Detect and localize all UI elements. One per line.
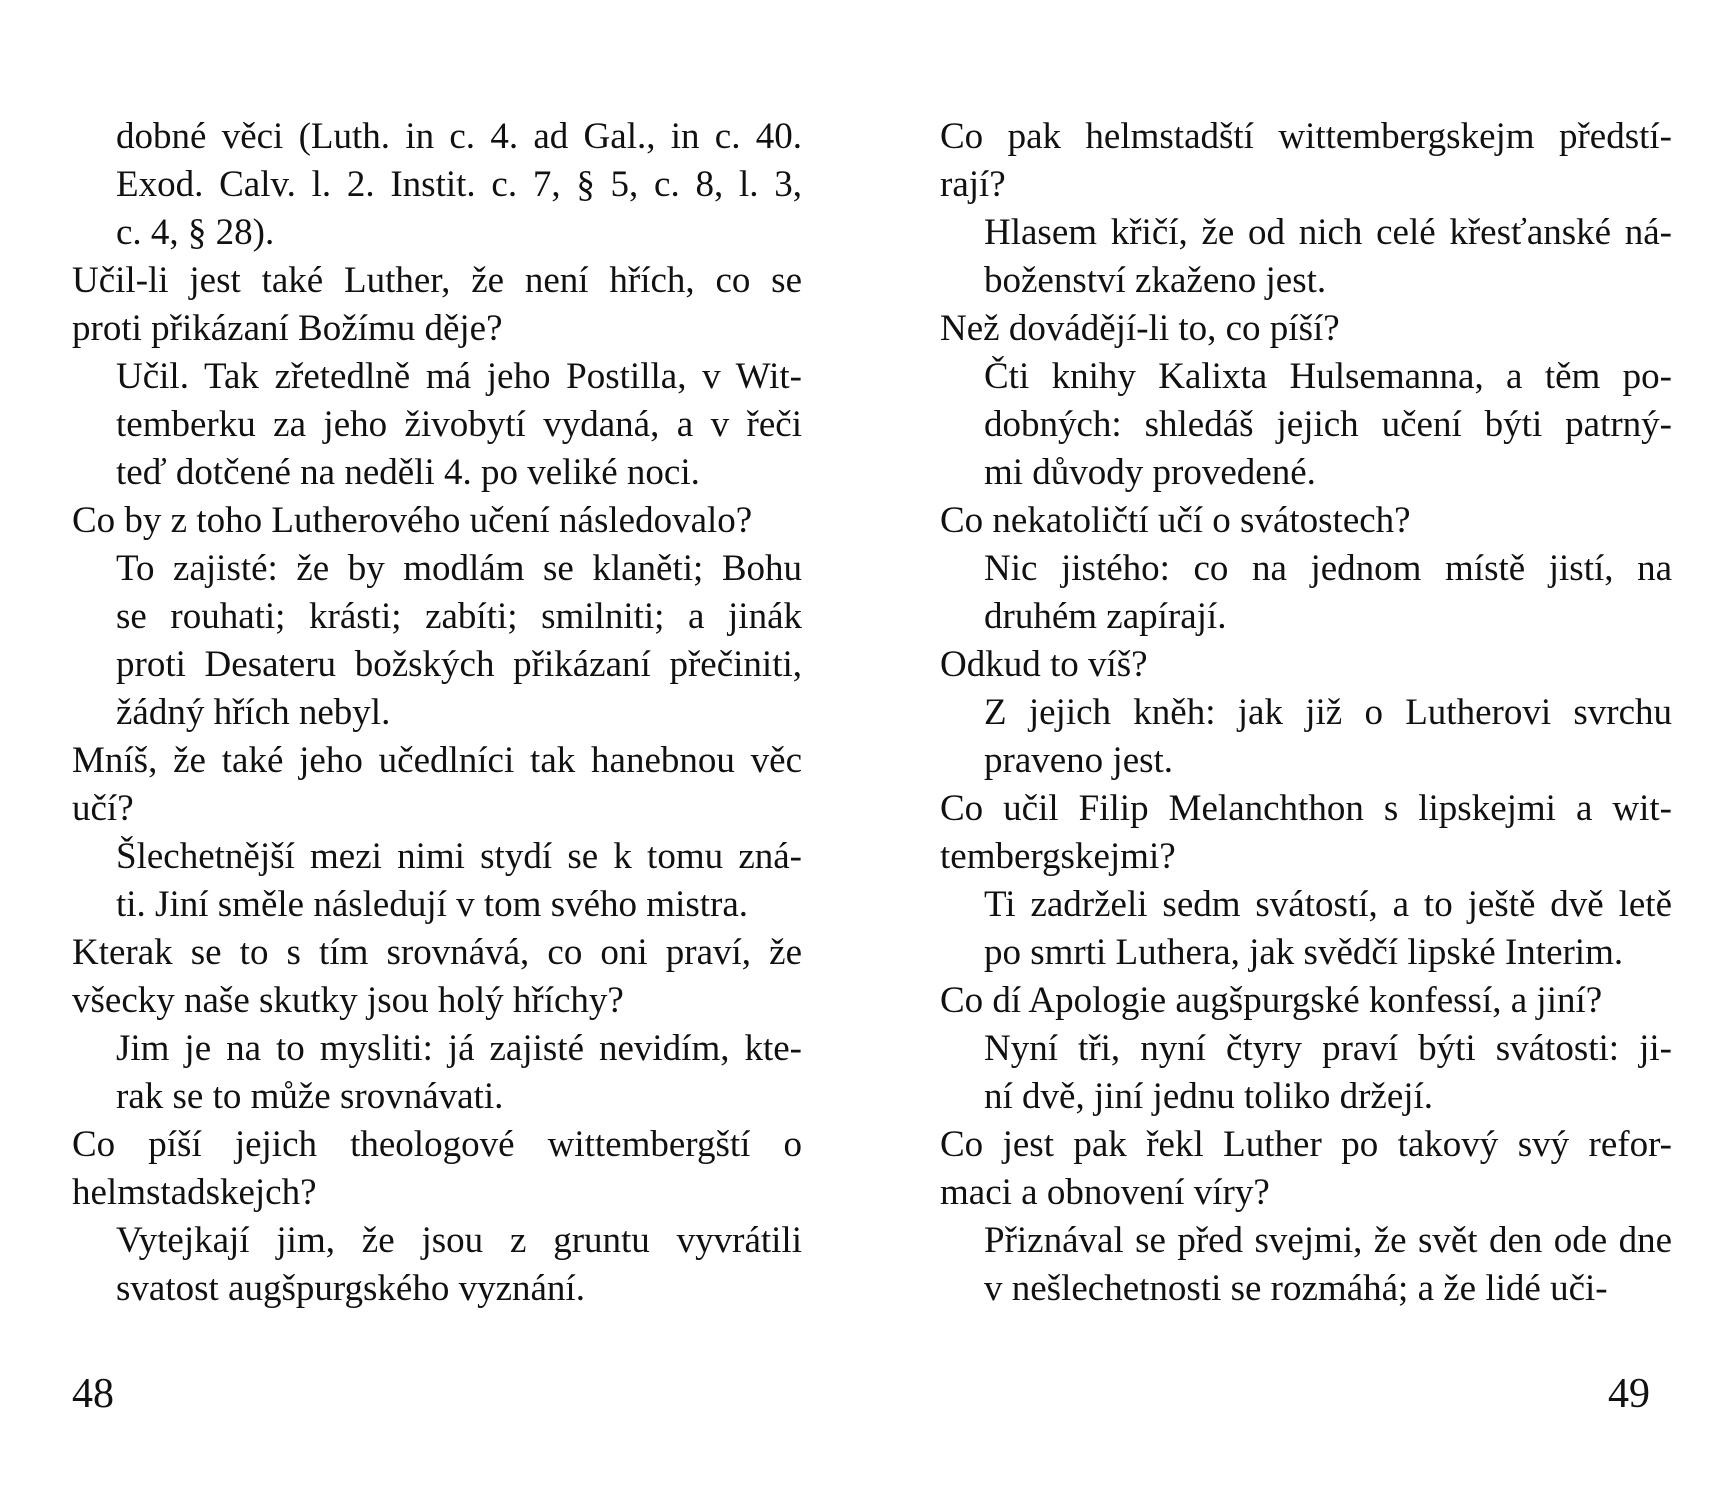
text-line: To zajisté: že by modlám se klaněti; Bohu (116, 548, 802, 589)
answer-paragraph (72, 545, 802, 737)
text-line: Než dovádějí-li to, co píší? (940, 308, 1340, 349)
text-line: ní dvě, jiní jednu toliko držejí. (984, 1076, 1434, 1117)
answer-paragraph (72, 113, 802, 257)
page-number-right: 49 (1608, 1371, 1650, 1417)
text-line: Jim je na to mysliti: já zajisté nevidím, kte- (116, 1028, 802, 1069)
page-number-left: 48 (72, 1371, 114, 1417)
text-line: rak se to může srovnávati. (116, 1076, 504, 1117)
text-line: proti Desateru božských přikázaní přečiniti, (116, 644, 802, 685)
text-line: Co by z toho Lutherového učení následovalo? (72, 500, 753, 541)
text-line: proti přikázaní Božímu děje? (72, 308, 503, 349)
question-paragraph (940, 305, 1672, 353)
right-page-text (940, 113, 1672, 1313)
answer-paragraph (940, 1025, 1672, 1121)
text-line: Přiznával se před svejmi, že svět den ode dne (984, 1220, 1672, 1261)
answer-paragraph (72, 1217, 802, 1313)
text-line: Ti zadrželi sedm svátostí, a to ještě dvě letě (984, 884, 1672, 925)
text-line: všecky naše skutky jsou holý hříchy? (72, 980, 624, 1021)
question-paragraph (940, 977, 1672, 1025)
text-line: Odkud to víš? (940, 644, 1148, 685)
text-line: Co jest pak řekl Luther po takový svý refor- (940, 1124, 1672, 1165)
answer-paragraph (940, 1217, 1672, 1313)
text-line: druhém zapírají. (984, 596, 1227, 637)
answer-paragraph (72, 353, 802, 497)
text-line: Kterak se to s tím srovnává, co oni praví, že (72, 932, 802, 973)
text-line: Co nekatoličtí učí o svátostech? (940, 500, 1411, 541)
text-line: Učil. Tak zřetedlně má jeho Postilla, v Wit- (116, 356, 802, 397)
text-line: teď dotčené na neděli 4. po veliké noci. (116, 452, 700, 493)
question-paragraph (72, 1121, 802, 1217)
question-paragraph (72, 257, 802, 353)
text-line: helmstadskejch? (72, 1172, 317, 1213)
text-line: ti. Jiní směle následují v tom svého mistra. (116, 884, 749, 925)
text-line: Co dí Apologie augšpurgské konfessí, a jiní? (940, 980, 1603, 1021)
text-line: Šlechetnější mezi nimi stydí se k tomu zná- (116, 836, 802, 877)
text-line: Mníš, že také jeho učedlníci tak hanebnou věc (72, 740, 802, 781)
text-line: v nešlechetnosti se rozmáhá; a že lidé uči- (984, 1268, 1608, 1309)
text-line: dobných: shledáš jejich učení býti patrný- (984, 404, 1672, 445)
text-line: Z jejich kněh: jak již o Lutherovi svrchu (984, 692, 1672, 733)
answer-paragraph (940, 353, 1672, 497)
text-line: Vytejkají jim, že jsou z gruntu vyvrátili (116, 1220, 802, 1261)
answer-paragraph (72, 1025, 802, 1121)
question-paragraph (940, 497, 1672, 545)
text-line: Co píší jejich theologové wittembergští o (72, 1124, 802, 1165)
text-line: maci a obnovení víry? (940, 1172, 1270, 1213)
answer-paragraph (72, 833, 802, 929)
text-line: dobné věci (Luth. in c. 4. ad Gal., in c. 40. (116, 116, 802, 157)
question-paragraph (72, 737, 802, 833)
answer-paragraph (940, 209, 1672, 305)
question-paragraph (940, 113, 1672, 209)
text-line: žádný hřích nebyl. (116, 692, 391, 733)
question-paragraph (940, 785, 1672, 881)
left-page-text (72, 113, 802, 1313)
text-line: se rouhati; krásti; zabíti; smilniti; a jinák (116, 596, 802, 637)
text-line: mi důvody provedené. (984, 452, 1316, 493)
text-line: Hlasem křičí, že od nich celé křesťanské ná- (984, 212, 1672, 253)
text-line: po smrti Luthera, jak svědčí lipské Interim. (984, 932, 1624, 973)
text-line: Učil-li jest také Luther, že není hřích, co se (72, 260, 802, 301)
text-line: tembergskejmi? (940, 836, 1176, 877)
text-line: učí? (72, 788, 134, 829)
text-line: svatost augšpurgského vyznání. (116, 1268, 585, 1309)
text-line: Co učil Filip Melanchthon s lipskejmi a wit- (940, 788, 1672, 829)
question-paragraph (72, 929, 802, 1025)
text-line: c. 4, § 28). (116, 212, 275, 253)
text-line: Čti knihy Kalixta Hulsemanna, a těm po- (984, 356, 1672, 397)
text-line: Nyní tři, nyní čtyry praví býti svátosti: ji- (984, 1028, 1672, 1069)
text-line: Exod. Calv. l. 2. Instit. c. 7, § 5, c. 8, l. 3, (116, 164, 802, 205)
text-line: boženství zkaženo jest. (984, 260, 1327, 301)
question-paragraph (940, 641, 1672, 689)
text-line: Nic jistého: co na jednom místě jistí, na (984, 548, 1672, 589)
answer-paragraph (940, 881, 1672, 977)
text-line: rají? (940, 164, 1006, 205)
answer-paragraph (940, 689, 1672, 785)
text-line: temberku za jeho živobytí vydaná, a v řeči (116, 404, 802, 445)
answer-paragraph (940, 545, 1672, 641)
text-line: praveno jest. (984, 740, 1174, 781)
text-line: Co pak helmstadští wittembergskejm předstí- (940, 116, 1672, 157)
question-paragraph (940, 1121, 1672, 1217)
question-paragraph (72, 497, 802, 545)
